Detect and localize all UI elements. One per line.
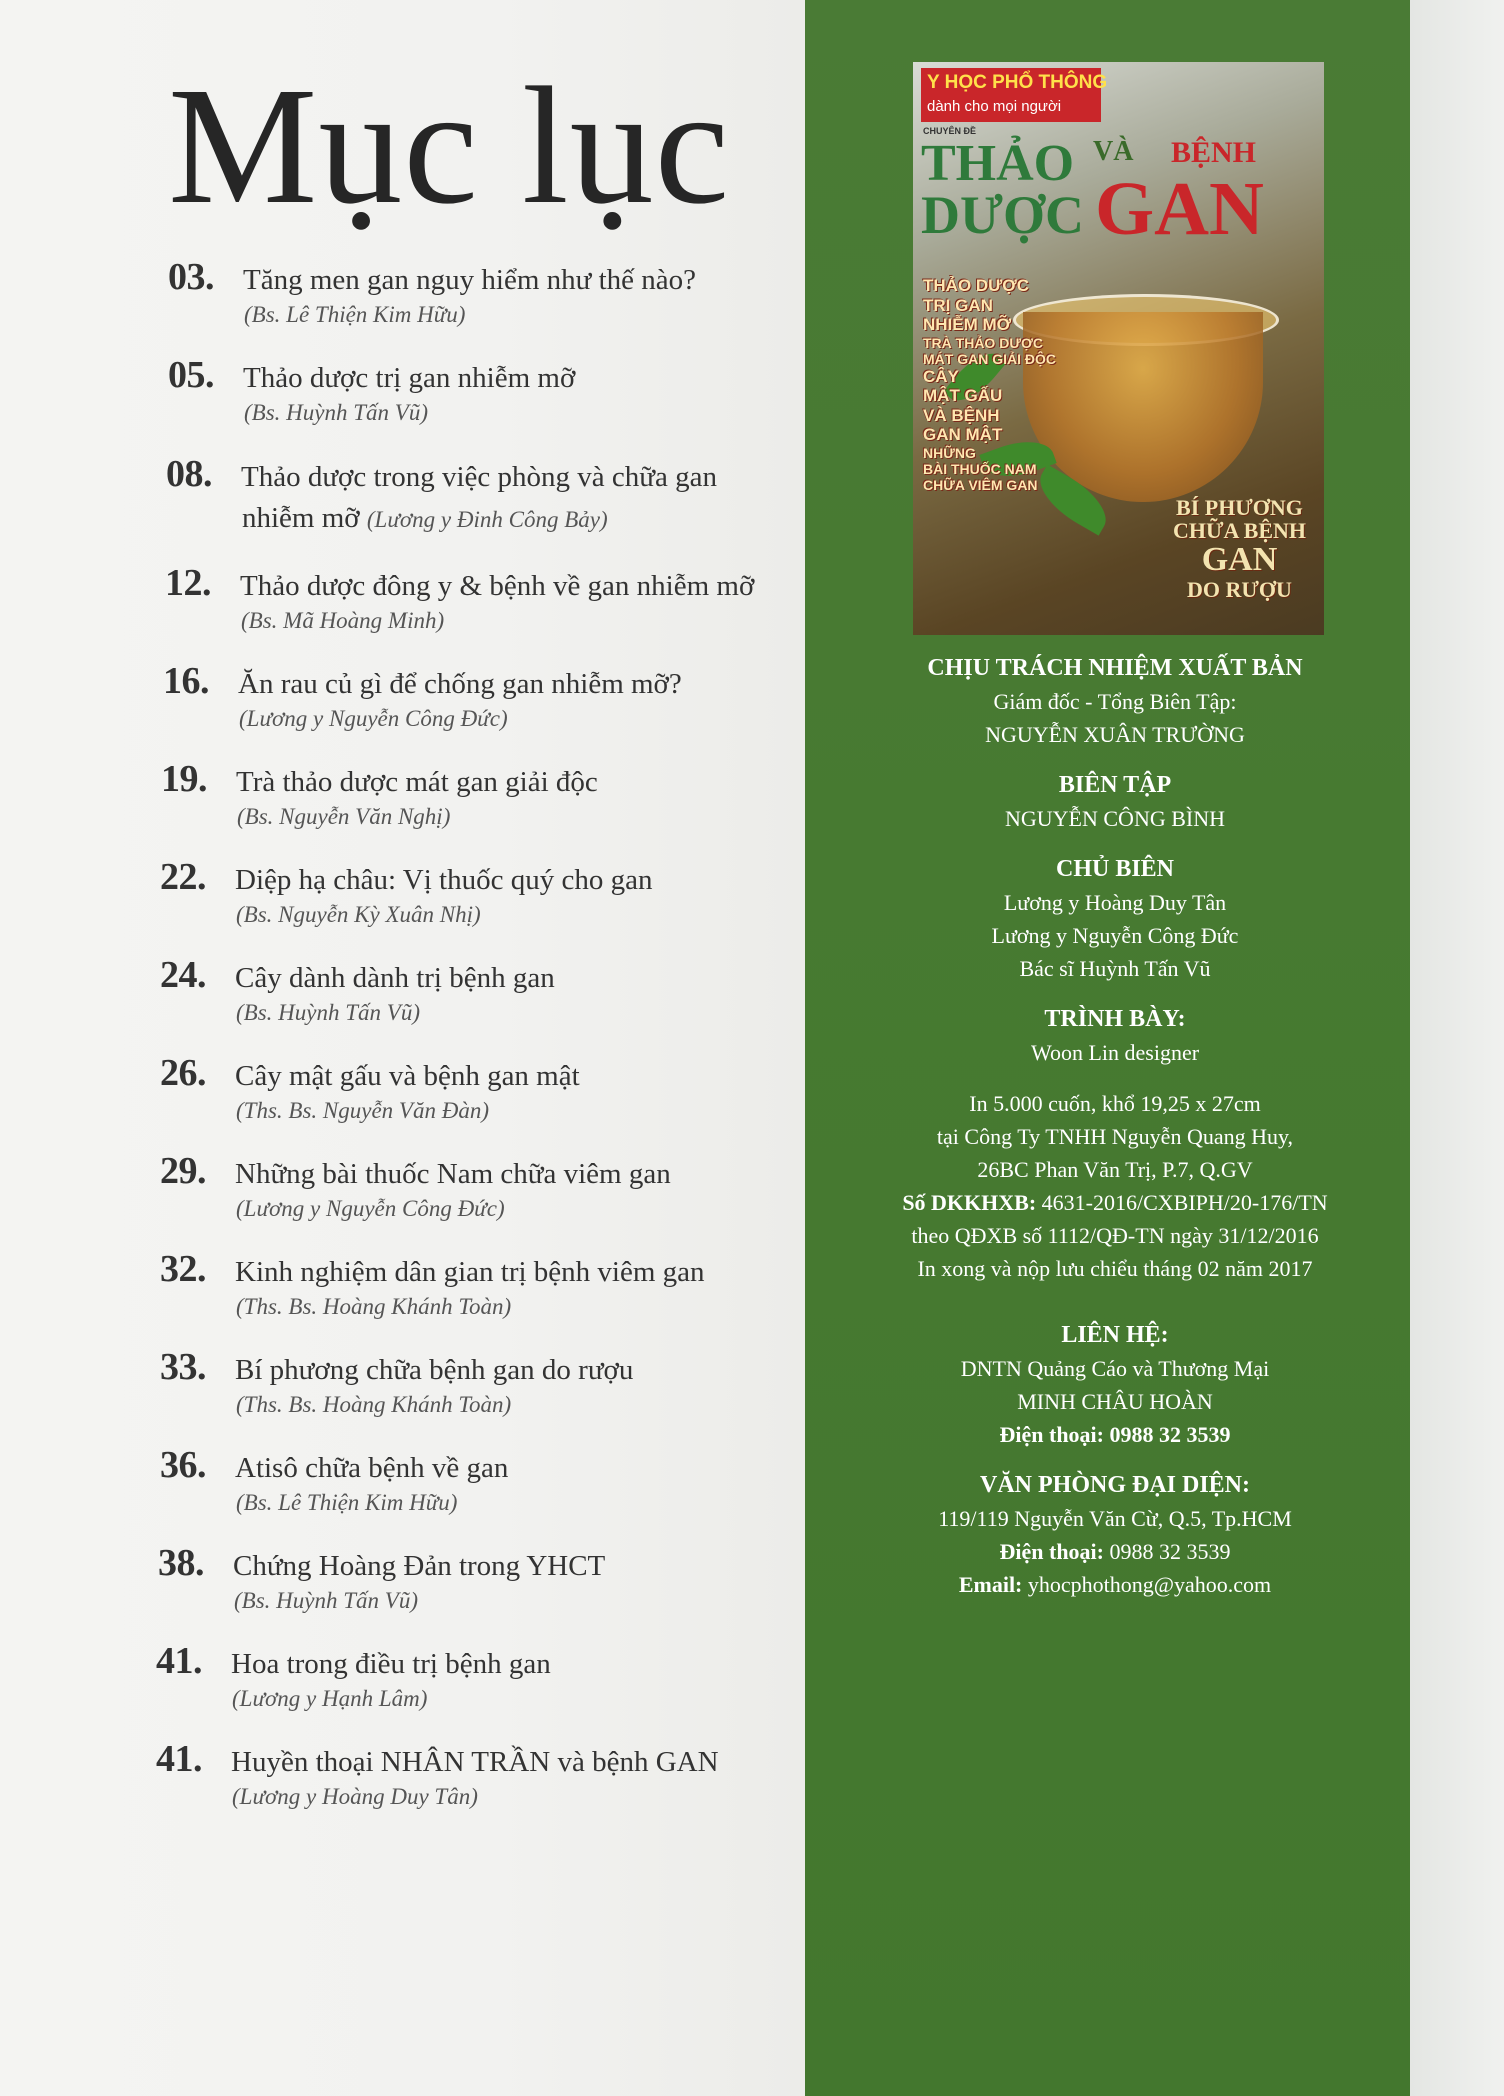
cover-headline: NHIỄM MỠ bbox=[923, 315, 1012, 335]
toc-author: (Lương y Đinh Công Bảy) bbox=[366, 506, 608, 532]
credit-line bbox=[820, 1568, 1410, 1601]
responsible-section bbox=[820, 652, 1410, 751]
toc-title: Thảo dược trị gan nhiễm mỡ bbox=[243, 362, 576, 394]
toc-entry bbox=[168, 255, 818, 329]
credit-line: 26BC Phan Văn Trị, P.7, Q.GV bbox=[977, 1157, 1253, 1182]
toc-author: (Bs. Mã Hoàng Minh) bbox=[241, 607, 445, 633]
toc-title: Bí phương chữa bệnh gan do rượu bbox=[235, 1354, 634, 1386]
toc-author: (Ths. Bs. Hoàng Khánh Toàn) bbox=[236, 1293, 512, 1319]
credit-line: In xong và nộp lưu chiểu tháng 02 năm 2017 bbox=[917, 1256, 1313, 1281]
credit-line: theo QĐXB số 1112/QĐ-TN ngày 31/12/2016 bbox=[911, 1223, 1319, 1248]
credit-line bbox=[820, 1186, 1410, 1219]
design-section bbox=[820, 1003, 1410, 1069]
toc-page-number: 19. bbox=[161, 758, 207, 800]
toc-page-number: 38. bbox=[158, 1542, 204, 1584]
toc-page-number: 33. bbox=[160, 1346, 206, 1388]
toc-title: Cây mật gấu và bệnh gan mật bbox=[235, 1060, 580, 1092]
toc-author: (Bs. Huỳnh Tấn Vũ) bbox=[234, 1587, 418, 1613]
toc-entry bbox=[158, 1541, 808, 1615]
credit-line: NGUYỄN CÔNG BÌNH bbox=[1005, 806, 1225, 831]
cover-headline: BÀI THUỐC NAM bbox=[923, 461, 1037, 478]
toc-page-number: 41. bbox=[156, 1738, 202, 1780]
cover-title-duoc: DƯỢC bbox=[921, 185, 1084, 245]
toc-title: Thảo dược trong việc phòng và chữa gan bbox=[241, 461, 717, 493]
office-phone-label: Điện thoại: bbox=[999, 1539, 1104, 1564]
license-value: 4631-2016/CXBIPH/20-176/TN bbox=[1041, 1190, 1328, 1215]
toc-page-number: 24. bbox=[160, 954, 206, 996]
toc-page-number: 16. bbox=[163, 660, 209, 702]
toc-entry bbox=[160, 855, 810, 929]
email-address: yhocphothong@yahoo.com bbox=[1027, 1572, 1272, 1597]
toc-page-number: 12. bbox=[165, 562, 211, 604]
credit-line: Woon Lin designer bbox=[1030, 1040, 1200, 1065]
contact-section bbox=[820, 1319, 1410, 1451]
credit-line: NGUYỄN XUÂN TRƯỜNG bbox=[985, 722, 1245, 747]
cover-topic-label: CHUYÊN ĐỀ bbox=[923, 126, 977, 136]
editor-section bbox=[820, 769, 1410, 835]
credit-line: tại Công Ty TNHH Nguyễn Quang Huy, bbox=[936, 1124, 1294, 1149]
section-heading: BIÊN TẬP bbox=[1058, 772, 1172, 798]
page-title: Mục lục bbox=[168, 53, 731, 239]
cover-headline: TRÀ THẢO DƯỢC bbox=[923, 334, 1043, 351]
toc-title: Huyền thoại NHÂN TRẦN và bệnh GAN bbox=[231, 1746, 719, 1778]
section-heading: LIÊN HỆ: bbox=[1061, 1322, 1169, 1348]
toc-page-number: 03. bbox=[168, 256, 214, 298]
cover-headlines bbox=[923, 276, 1056, 493]
magazine-cover-image bbox=[913, 62, 1324, 635]
cover-feature-line: CHỮA BỆNH bbox=[1172, 518, 1306, 544]
cover-title-va: VÀ bbox=[1093, 136, 1134, 167]
toc-author: (Bs. Nguyễn Kỳ Xuân Nhị) bbox=[236, 901, 481, 927]
toc-title: Những bài thuốc Nam chữa viêm gan bbox=[235, 1158, 671, 1190]
toc-title: Trà thảo dược mát gan giải độc bbox=[236, 766, 598, 798]
toc-author: (Bs. Huỳnh Tấn Vũ) bbox=[236, 999, 420, 1025]
toc-entry bbox=[160, 1345, 810, 1419]
cover-headline: THẢO DƯỢC bbox=[923, 276, 1030, 295]
toc-title: Diệp hạ châu: Vị thuốc quý cho gan bbox=[235, 864, 653, 896]
toc-entry bbox=[156, 1639, 806, 1713]
cover-title-benh: BỆNH bbox=[1171, 136, 1257, 169]
toc-author: (Bs. Huỳnh Tấn Vũ) bbox=[244, 399, 428, 425]
credit-line: Điện thoại: 0988 32 3539 bbox=[999, 1422, 1231, 1447]
toc-author: (Lương y Nguyễn Công Đức) bbox=[236, 1195, 505, 1221]
credit-line: Bác sĩ Huỳnh Tấn Vũ bbox=[1019, 956, 1211, 981]
toc-title: Hoa trong điều trị bệnh gan bbox=[231, 1648, 551, 1680]
office-section bbox=[820, 1469, 1410, 1601]
credit-line: Lương y Hoàng Duy Tân bbox=[1003, 890, 1227, 915]
credit-line: DNTN Quảng Cáo và Thương Mại bbox=[960, 1356, 1270, 1381]
section-heading: VĂN PHÒNG ĐẠI DIỆN: bbox=[980, 1472, 1250, 1498]
toc-title: Kinh nghiệm dân gian trị bệnh viêm gan bbox=[235, 1256, 705, 1288]
toc-page-number: 36. bbox=[160, 1444, 206, 1486]
toc-page-number: 32. bbox=[160, 1248, 206, 1290]
toc-author: (Bs. Lê Thiện Kim Hữu) bbox=[236, 1489, 458, 1515]
toc-page-number: 22. bbox=[160, 856, 206, 898]
masthead-credits bbox=[820, 652, 1410, 1619]
cover-headline: NHỮNG bbox=[923, 445, 976, 462]
credit-line: 119/119 Nguyễn Văn Cừ, Q.5, Tp.HCM bbox=[938, 1506, 1292, 1531]
spacer bbox=[820, 1303, 1410, 1319]
toc-page-number: 05. bbox=[168, 354, 214, 396]
section-heading: CHỊU TRÁCH NHIỆM XUẤT BẢN bbox=[927, 655, 1303, 681]
right-page-edge bbox=[1410, 0, 1504, 2096]
cover-feature-line: GAN bbox=[1201, 541, 1278, 579]
section-heading: TRÌNH BÀY: bbox=[1044, 1006, 1186, 1032]
credit-line: Lương y Nguyễn Công Đức bbox=[991, 923, 1239, 948]
toc-author: (Bs. Lê Thiện Kim Hữu) bbox=[244, 301, 466, 327]
toc-title: Ăn rau củ gì để chống gan nhiễm mỡ? bbox=[238, 668, 682, 700]
toc-author: (Lương y Hạnh Lâm) bbox=[232, 1685, 428, 1711]
section-heading: CHỦ BIÊN bbox=[1055, 856, 1175, 882]
credit-line: In 5.000 cuốn, khổ 19,25 x 27cm bbox=[969, 1091, 1261, 1116]
license-label: Số DKKHXB: bbox=[902, 1190, 1037, 1215]
cover-headline: CÂY bbox=[923, 366, 959, 386]
toc-title: Tăng men gan nguy hiểm như thế nào? bbox=[243, 264, 697, 296]
toc-entry bbox=[163, 659, 813, 733]
toc-entry bbox=[156, 1737, 806, 1811]
credit-line: Giám đốc - Tổng Biên Tập: bbox=[993, 689, 1237, 714]
toc-entry bbox=[160, 1149, 810, 1223]
toc-title: Chứng Hoàng Đản trong YHCT bbox=[233, 1550, 606, 1582]
toc-page-number: 29. bbox=[160, 1150, 206, 1192]
credit-line: MINH CHÂU HOÀN bbox=[1017, 1389, 1213, 1414]
toc-entry bbox=[160, 1443, 810, 1517]
toc-entry bbox=[160, 1247, 810, 1321]
toc-entry bbox=[165, 561, 815, 635]
toc-entry bbox=[166, 452, 816, 538]
toc-entry bbox=[161, 757, 811, 831]
cover-magazine-subtitle: dành cho mọi người bbox=[927, 98, 1062, 115]
toc-author: (Ths. Bs. Nguyễn Văn Đàn) bbox=[236, 1097, 489, 1123]
toc-page-number: 41. bbox=[156, 1640, 202, 1682]
toc-title: Atisô chữa bệnh về gan bbox=[235, 1452, 509, 1484]
cover-headline: GAN MẬT bbox=[923, 425, 1003, 445]
cover-headline: CHỮA VIÊM GAN bbox=[923, 477, 1038, 494]
toc-title-continued: nhiễm mỡ bbox=[242, 501, 360, 534]
toc-title: Cây dành dành trị bệnh gan bbox=[235, 962, 555, 994]
cover-headline: VÀ BỆNH bbox=[923, 405, 1000, 425]
toc-entry bbox=[168, 353, 818, 427]
toc-author: (Lương y Hoàng Duy Tân) bbox=[232, 1783, 478, 1809]
email-label: Email: bbox=[958, 1572, 1023, 1597]
toc-page-number: 26. bbox=[160, 1052, 206, 1094]
chief-editor-section bbox=[820, 853, 1410, 985]
toc-author: (Ths. Bs. Hoàng Khánh Toàn) bbox=[236, 1391, 512, 1417]
toc-title: Thảo dược đông y & bệnh về gan nhiễm mỡ bbox=[240, 570, 755, 602]
toc-author: (Bs. Nguyễn Văn Nghị) bbox=[237, 803, 451, 829]
credit-line bbox=[820, 1535, 1410, 1568]
cover-title-gan: GAN bbox=[1095, 167, 1264, 251]
cover-feature-line: BÍ PHƯƠNG bbox=[1176, 495, 1303, 520]
toc-page-number: 08. bbox=[166, 453, 212, 495]
cover-magazine-name: Y HỌC PHỔ THÔNG bbox=[927, 72, 1108, 93]
toc-entry bbox=[160, 1051, 810, 1125]
toc-author: (Lương y Nguyễn Công Đức) bbox=[239, 705, 508, 731]
cover-feature-line: DO RƯỢU bbox=[1187, 576, 1292, 602]
toc-entry bbox=[160, 953, 810, 1027]
printing-section bbox=[820, 1087, 1410, 1285]
office-phone: 0988 32 3539 bbox=[1109, 1539, 1231, 1564]
cover-title-thao: THẢO bbox=[921, 135, 1075, 192]
cover-headline: MẬT GẤU bbox=[923, 386, 1003, 406]
cover-headline: MÁT GAN GIẢI ĐỘC bbox=[923, 350, 1056, 367]
cover-headline: TRỊ GAN bbox=[923, 295, 993, 315]
cover-feature-headline bbox=[1173, 496, 1306, 601]
